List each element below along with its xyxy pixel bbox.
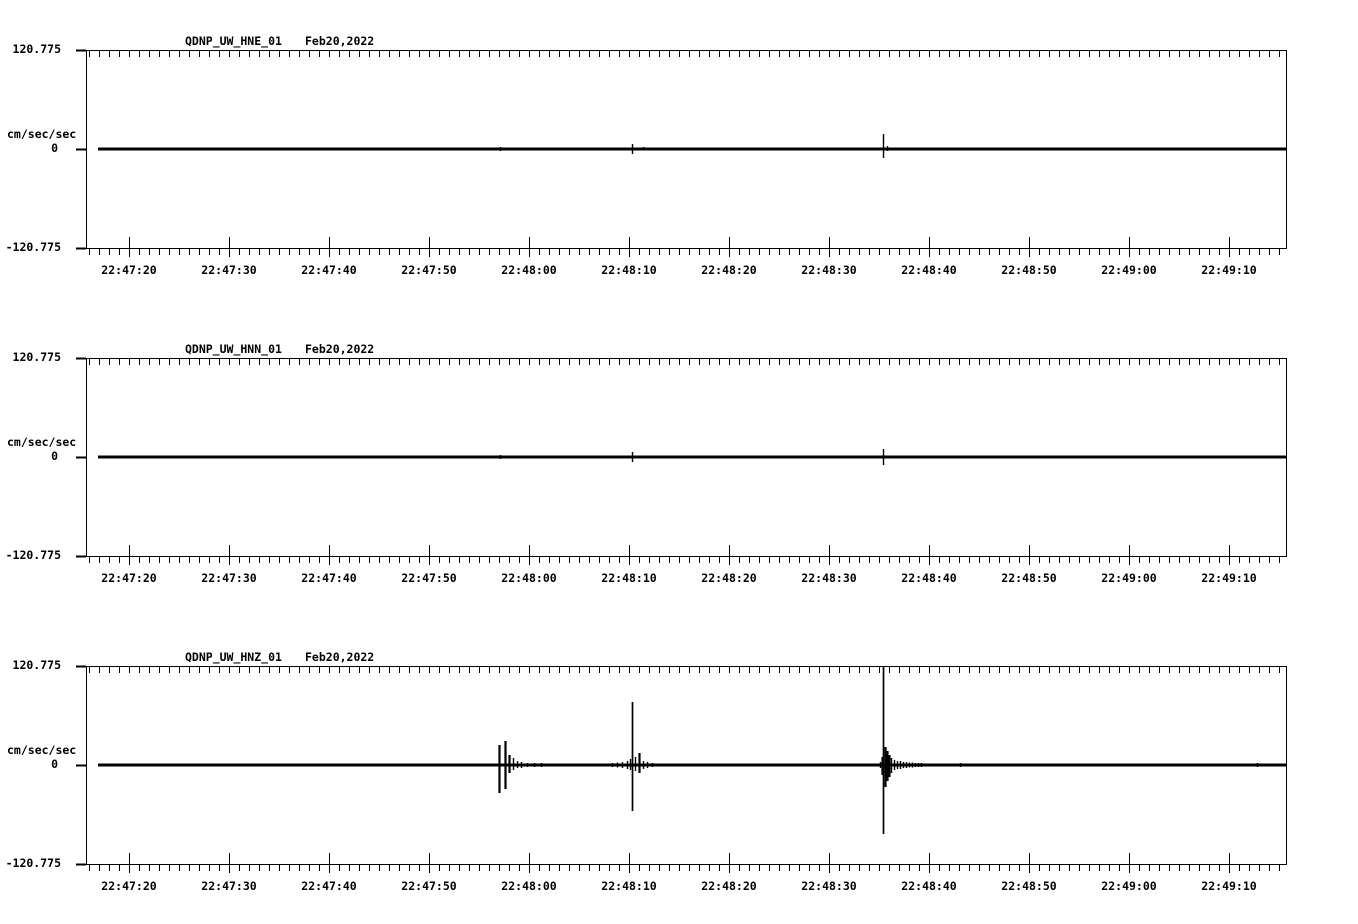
time-tick-label: 22:47:40 xyxy=(301,263,357,277)
panel-2-yaxis-ticks xyxy=(76,359,86,557)
time-tick-label: 22:47:50 xyxy=(401,571,457,585)
time-tick-label: 22:47:30 xyxy=(201,879,257,893)
time-tick-label: 22:49:00 xyxy=(1101,879,1157,893)
time-tick-label: 22:49:10 xyxy=(1201,879,1257,893)
time-tick-label: 22:48:00 xyxy=(501,879,557,893)
time-tick-label: 22:48:20 xyxy=(701,263,757,277)
time-tick-label: 22:48:20 xyxy=(701,571,757,585)
time-tick-label: 22:48:30 xyxy=(801,571,857,585)
panel-3-bottom-minor-ticks xyxy=(90,865,1280,871)
time-tick-label: 22:48:20 xyxy=(701,879,757,893)
panel-1-yaxis-ticks xyxy=(76,51,86,249)
time-tick-label: 22:47:30 xyxy=(201,571,257,585)
panel-3-time-axis-labels xyxy=(0,880,1358,894)
panel-2-bottom-minor-ticks xyxy=(90,557,1280,563)
panel-1-spikes-thin xyxy=(498,134,888,158)
panel-2-ymin-label: -120.775 xyxy=(5,548,61,562)
time-tick-label: 22:47:20 xyxy=(101,263,157,277)
panel-3-station-title: QDNP_UW_HNZ_01 xyxy=(185,650,282,664)
panel-3-ymax-label: 120.775 xyxy=(12,658,61,672)
panel-2-time-axis-labels xyxy=(0,572,1358,586)
time-tick-label: 22:48:50 xyxy=(1001,571,1057,585)
panel-1-yaxis-units: cm/sec/sec xyxy=(7,127,77,141)
time-tick-label: 22:48:10 xyxy=(601,571,657,585)
time-tick-label: 22:48:00 xyxy=(501,571,557,585)
panel-3-ymin-label: -120.775 xyxy=(5,856,61,870)
panel-1-time-axis-labels xyxy=(0,264,1358,278)
time-tick-label: 22:49:00 xyxy=(1101,263,1157,277)
time-tick-label: 22:48:10 xyxy=(601,263,657,277)
panel-2-date-label: Feb20,2022 xyxy=(305,342,375,356)
panel-3-plot xyxy=(76,667,1287,874)
panel-2-yaxis-units: cm/sec/sec xyxy=(7,435,77,449)
time-tick-label: 22:49:10 xyxy=(1201,263,1257,277)
time-tick-label: 22:47:30 xyxy=(201,263,257,277)
panel-1-ymin-label: -120.775 xyxy=(5,240,61,254)
panel-1-station-title: QDNP_UW_HNE_01 xyxy=(185,34,282,48)
panel-1-bottom-minor-ticks xyxy=(90,249,1280,255)
time-tick-label: 22:47:40 xyxy=(301,571,357,585)
panel-3-yaxis-ticks xyxy=(76,667,86,865)
panel-1-plot xyxy=(76,51,1287,258)
time-tick-label: 22:48:40 xyxy=(901,879,957,893)
time-tick-label: 22:48:30 xyxy=(801,879,857,893)
time-tick-label: 22:47:50 xyxy=(401,263,457,277)
time-tick-label: 22:47:40 xyxy=(301,879,357,893)
panel-2-station-title: QDNP_UW_HNN_01 xyxy=(185,342,282,356)
time-tick-label: 22:47:20 xyxy=(101,571,157,585)
panel-3-yaxis-units: cm/sec/sec xyxy=(7,743,77,757)
panel-1-date-label: Feb20,2022 xyxy=(305,34,375,48)
panel-2-plot xyxy=(76,359,1287,566)
time-tick-label: 22:49:00 xyxy=(1101,571,1157,585)
panel-2-top-minor-ticks xyxy=(90,359,1280,365)
panel-3-yzero-label: 0 xyxy=(51,757,58,771)
time-tick-label: 22:48:30 xyxy=(801,263,857,277)
time-tick-label: 22:47:20 xyxy=(101,879,157,893)
time-tick-label: 22:48:00 xyxy=(501,263,557,277)
panel-1-ymax-label: 120.775 xyxy=(12,42,61,56)
time-tick-label: 22:48:10 xyxy=(601,879,657,893)
time-tick-label: 22:47:50 xyxy=(401,879,457,893)
time-tick-label: 22:49:10 xyxy=(1201,571,1257,585)
panel-3-date-label: Feb20,2022 xyxy=(305,650,375,664)
panel-3-top-minor-ticks xyxy=(90,667,1280,673)
time-tick-label: 22:48:50 xyxy=(1001,879,1057,893)
panel-2-ymax-label: 120.775 xyxy=(12,350,61,364)
panel-2-yzero-label: 0 xyxy=(51,449,58,463)
panel-3-spikes-tall xyxy=(633,667,884,834)
time-tick-label: 22:48:40 xyxy=(901,263,957,277)
time-tick-label: 22:48:50 xyxy=(1001,263,1057,277)
panel-1-yzero-label: 0 xyxy=(51,141,58,155)
panel-1-top-minor-ticks xyxy=(90,51,1280,57)
panel-3-spikes-mid xyxy=(500,741,890,793)
time-tick-label: 22:48:40 xyxy=(901,571,957,585)
